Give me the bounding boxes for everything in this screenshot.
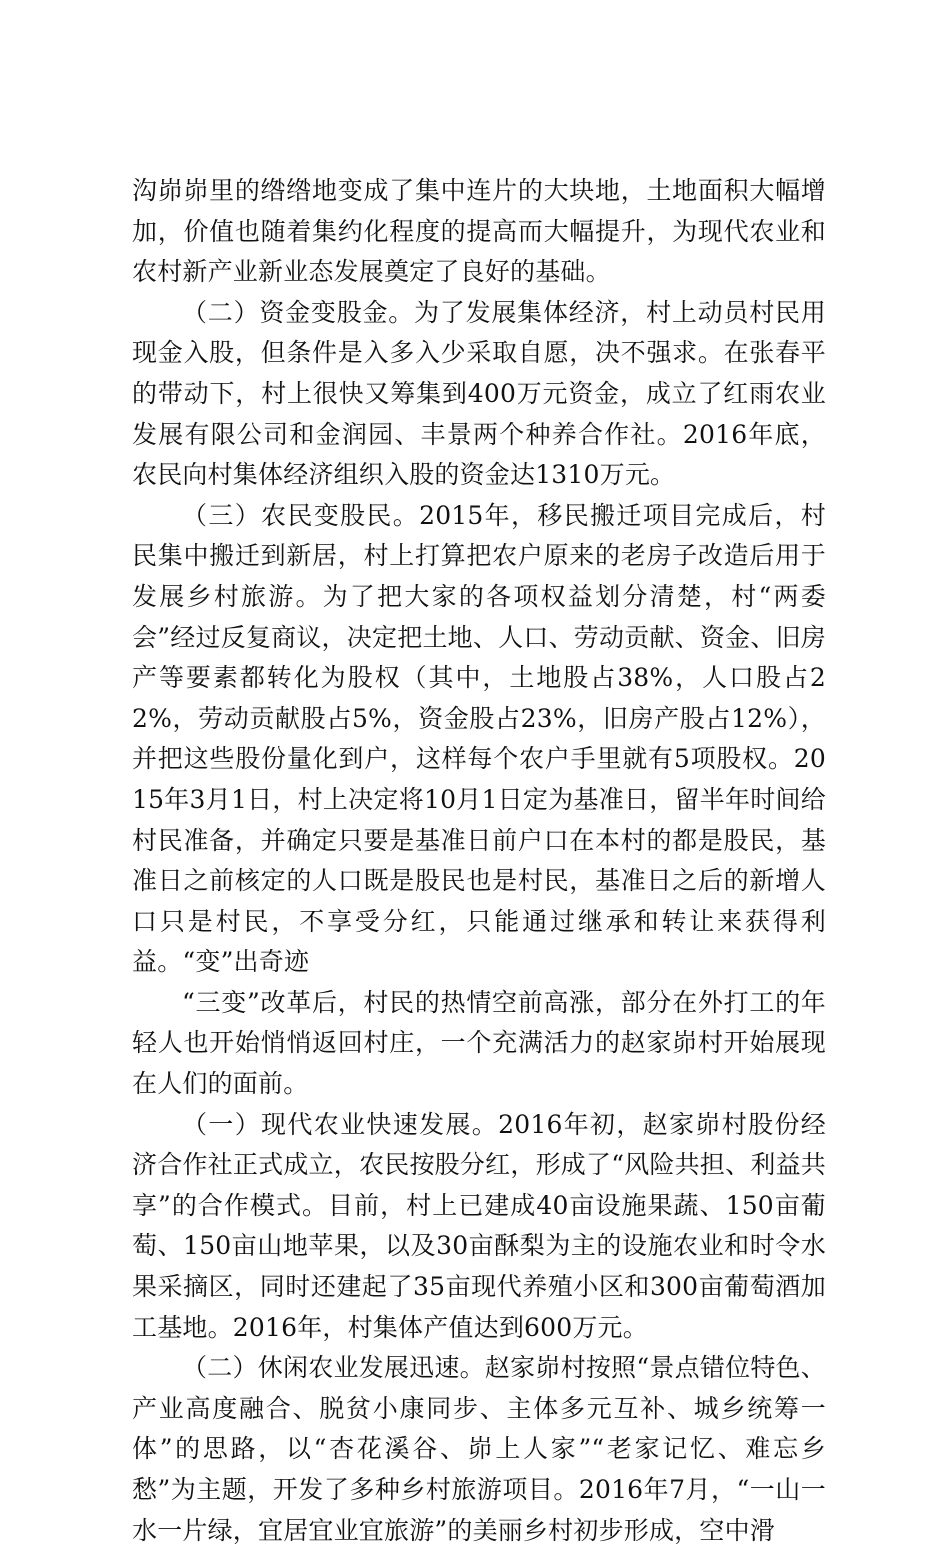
paragraph-leisure-agriculture: （二）休闲农业发展迅速。赵家峁村按照“景点错位特色、产业高度融合、脱贫小康同步、主体多元互补、城乡统筹一体”的思路，以“杏花溪谷、峁上人家”“老家记忆、难忘乡愁”为主题，开发了多种乡村旅游项目。2016年7月，“一山一水一片绿，宜居宜业宜旅游”的美丽乡村初步形成，空中滑 <box>132 1353 826 1545</box>
paragraph-farmers-to-shareholders: （三）农民变股民。2015年，移民搬迁项目完成后，村民集中搬迁到新居，村上打算把农户原来的老房子改造后用于发展乡村旅游。为了把大家的各项权益划分清楚，村“两委会”经过反复商议，决定把土地、人口、劳动贡献、资金、旧房产等要素都转化为股权（其中，土地股占38%，人口股占22%，劳动贡献股占5%，资金股占23%，旧房产股占12%），并把这些股份量化到户，这样每个农户手里就有5项股权。2015年3月1日，村上决定将10月1日定为基准日，留半年时间给村民准备，并确定只要是基准日前户口在本村的都是股民，基准日之前核定的人口既是股民也是村民，基准日之后的新增人口只是村民，不享受分红，只能通过继承和转让来获得利益。“变”出奇迹 <box>132 500 826 977</box>
paragraph-continuation: 沟峁峁里的绺绺地变成了集中连片的大块地，土地面积大幅增加，价值也随着集约化程度的提高而大幅提升，为现代农业和农村新产业新业态发展奠定了良好的基础。 <box>132 176 826 287</box>
paragraph-modern-agriculture: （一）现代农业快速发展。2016年初，赵家峁村股份经济合作社正式成立，农民按股分红，形成了“风险共担、利益共享”的合作模式。目前，村上已建成40亩设施果蔬、150亩葡萄、150亩山地苹果，以及30亩酥梨为主的设施农业和时令水果采摘区，同时还建起了35亩现代养殖小区和300亩葡萄酒加工基地。2016年，村集体产值达到600万元。 <box>132 1109 826 1342</box>
paragraph-capital-to-shares: （二）资金变股金。为了发展集体经济，村上动员村民用现金入股，但条件是入多入少采取自愿，决不强求。在张春平的带动下，村上很快又筹集到400万元资金，成立了红雨农业发展有限公司和金润园、丰景两个种养合作社。2016年底，农民向村集体经济组织入股的资金达1310万元。 <box>132 297 826 490</box>
paragraph-after-reform: “三变”改革后，村民的热情空前高涨，部分在外打工的年轻人也开始悄悄返回村庄，一个充满活力的赵家峁村开始展现在人们的面前。 <box>132 987 826 1099</box>
document-body <box>132 171 826 1551</box>
